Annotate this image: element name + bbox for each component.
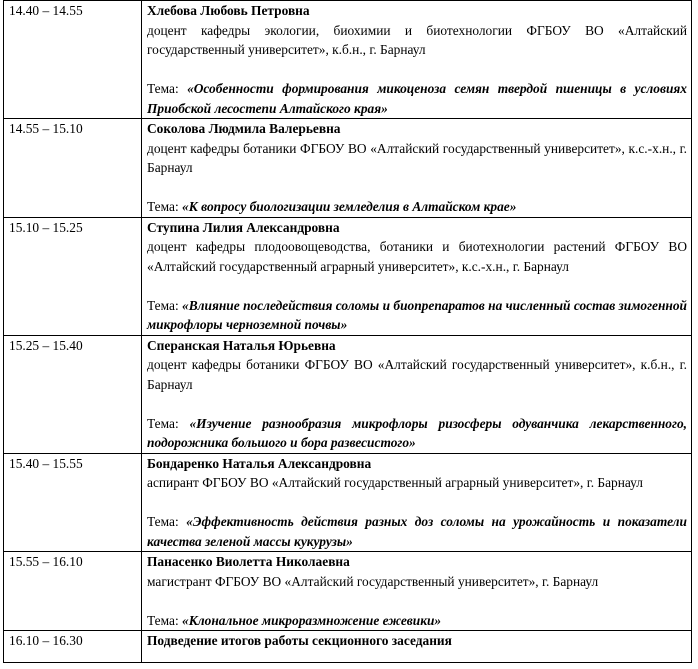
topic-prefix: Тема:	[147, 81, 188, 96]
speaker-affiliation: доцент кафедры плодоовощеводства, ботаники и биотехнологии растений ФГБОУ ВО «Алтайский государственный аграрный университет», к.с.-х.н., г. Барнаул	[147, 239, 687, 274]
speaker-name: Хлебова Любовь Петровна	[147, 3, 310, 18]
topic-title: «Изучение разнообразия микрофлоры ризосферы одуванчика лекарственного, подорожника большого и бора развесистого»	[147, 415, 687, 450]
topic-title: «Влияние последействия соломы и биопрепаратов на численный состав зимогенной микрофлоры черноземной почвы»	[147, 297, 687, 332]
topic-prefix: Тема:	[147, 612, 183, 628]
speaker-cell	[142, 1, 692, 119]
speaker-affiliation: аспирант ФГБОУ ВО «Алтайский государственный аграрный университет», г. Барнаул	[147, 475, 643, 490]
closing-row	[4, 631, 692, 663]
topic-prefix: Тема:	[147, 415, 190, 431]
schedule-row	[4, 1, 692, 119]
time-slot: 15.25 – 15.40	[4, 335, 142, 453]
speaker-name: Сперанская Наталья Юрьевна	[147, 337, 336, 353]
time-slot: 16.10 – 16.30	[4, 631, 142, 663]
schedule-row	[4, 217, 692, 335]
speaker-affiliation: магистрант ФГБОУ ВО «Алтайский государственный университет», г. Барнаул	[147, 573, 599, 589]
speaker-cell	[142, 335, 692, 453]
topic-title: «Клональное микроразмножение ежевики»	[182, 612, 442, 628]
talk-topic	[147, 512, 687, 551]
talk-topic	[147, 79, 687, 118]
closing-cell	[142, 631, 692, 663]
speaker-affiliation: доцент кафедры ботаники ФГБОУ ВО «Алтайский государственный университет», к.с.-х.н., г. Барнаул	[147, 140, 687, 175]
speaker-cell	[142, 119, 692, 218]
talk-topic	[147, 611, 687, 631]
schedule-row	[4, 335, 692, 453]
talk-topic	[147, 197, 687, 217]
talk-topic	[147, 296, 687, 335]
time-slot: 15.55 – 16.10	[4, 552, 142, 631]
speaker-cell	[142, 552, 692, 631]
topic-title: «Особенности формирования микоценоза семян твердой пшеницы в условиях Приобской лесостепи Алтайского края»	[147, 81, 687, 116]
speaker-affiliation: доцент кафедры ботаники ФГБОУ ВО «Алтайский государственный университет», к.б.н., г. Барнаул	[147, 357, 687, 392]
schedule-row	[4, 552, 692, 631]
speaker-name: Панасенко Виолетта Николаевна	[147, 554, 350, 569]
time-slot: 15.40 – 15.55	[4, 453, 142, 552]
speaker-affiliation: доцент кафедры экологии, биохимии и биотехнологии ФГБОУ ВО «Алтайский государственный университет», к.б.н., г. Барнаул	[147, 22, 687, 57]
time-slot: 14.40 – 14.55	[4, 1, 142, 119]
talk-topic	[147, 414, 687, 453]
speaker-name: Соколова Людмила Валерьевна	[147, 121, 341, 136]
schedule-row	[4, 453, 692, 552]
speaker-cell	[142, 453, 692, 552]
topic-title: «Эффективность действия разных доз соломы на урожайность и показатели качества зеленой массы кукурузы»	[147, 514, 687, 549]
time-slot: 14.55 – 15.10	[4, 119, 142, 218]
topic-title: «К вопросу биологизации земледелия в Алтайском крае»	[182, 199, 517, 214]
time-slot: 15.10 – 15.25	[4, 217, 142, 335]
schedule-row	[4, 119, 692, 218]
speaker-name: Бондаренко Наталья Александровна	[147, 455, 372, 471]
topic-prefix: Тема:	[147, 297, 183, 313]
speaker-cell	[142, 217, 692, 335]
topic-prefix: Тема:	[147, 199, 183, 214]
speaker-name: Ступина Лилия Александровна	[147, 219, 340, 235]
topic-prefix: Тема:	[147, 514, 187, 529]
schedule-table	[3, 0, 692, 663]
closing-text: Подведение итогов работы секционного заседания	[147, 633, 452, 648]
